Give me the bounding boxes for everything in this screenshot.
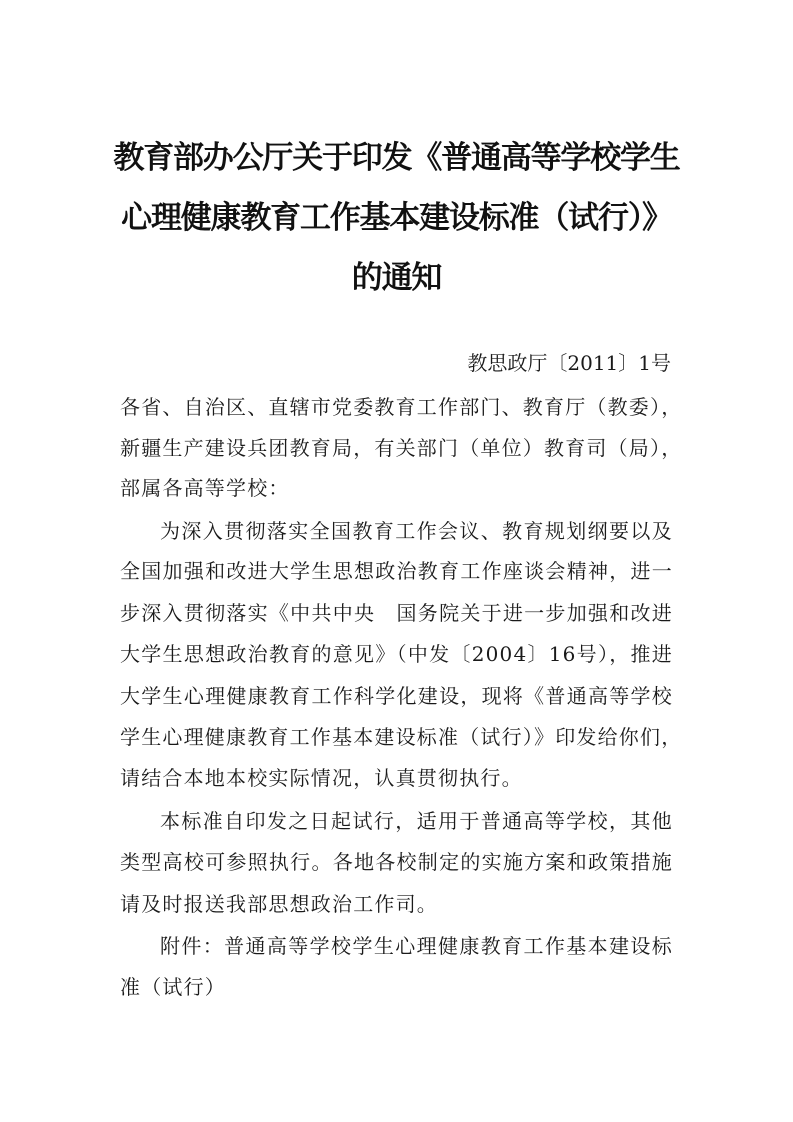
paragraph2-line-1: 本标准自印发之日起试行，适用于普通高等学校，其他	[160, 809, 673, 833]
paragraph1-line-2: 全国加强和改进大学生思想政治教育工作座谈会精神，进一	[120, 559, 673, 583]
paragraph1-line-1: 为深入贯彻落实全国教育工作会议、教育规划纲要以及	[160, 519, 673, 543]
paragraph1-line-5: 大学生心理健康教育工作科学化建设，现将《普通高等学校	[120, 684, 673, 708]
paragraph1-line-4: 大学生思想政治教育的意见》（中发〔2004〕16号），推进	[120, 642, 673, 666]
addressee-line-3: 部属各高等学校：	[120, 476, 290, 500]
paragraph1-line-3: 步深入贯彻落实《中共中央 国务院关于进一步加强和改进	[120, 601, 673, 625]
title-line-1: 教育部办公厅关于印发《普通高等学校学生	[113, 140, 680, 176]
title-line-2: 心理健康教育工作基本建设标准（试行）》	[121, 200, 672, 236]
paragraph1-line-7: 请结合本地本校实际情况，认真贯彻执行。	[120, 766, 523, 790]
addressee-line-1: 各省、自治区、直辖市党委教育工作部门、教育厅（教委），	[120, 395, 683, 419]
paragraph1-line-6: 学生心理健康教育工作基本建设标准（试行）》印发给你们，	[120, 725, 683, 749]
document-number: 教思政厅〔2011〕1号	[467, 351, 671, 375]
title-line-3: 的通知	[351, 260, 442, 296]
paragraph2-line-3: 请及时报送我部思想政治工作司。	[120, 892, 438, 916]
addressee-line-2: 新疆生产建设兵团教育局，有关部门（单位）教育司（局），	[120, 436, 683, 460]
attachment-line-1: 附件：普通高等学校学生心理健康教育工作基本建设标	[160, 934, 673, 958]
paragraph2-line-2: 类型高校可参照执行。各地各校制定的实施方案和政策措施	[120, 850, 673, 874]
attachment-line-2: 准（试行）	[120, 975, 226, 999]
